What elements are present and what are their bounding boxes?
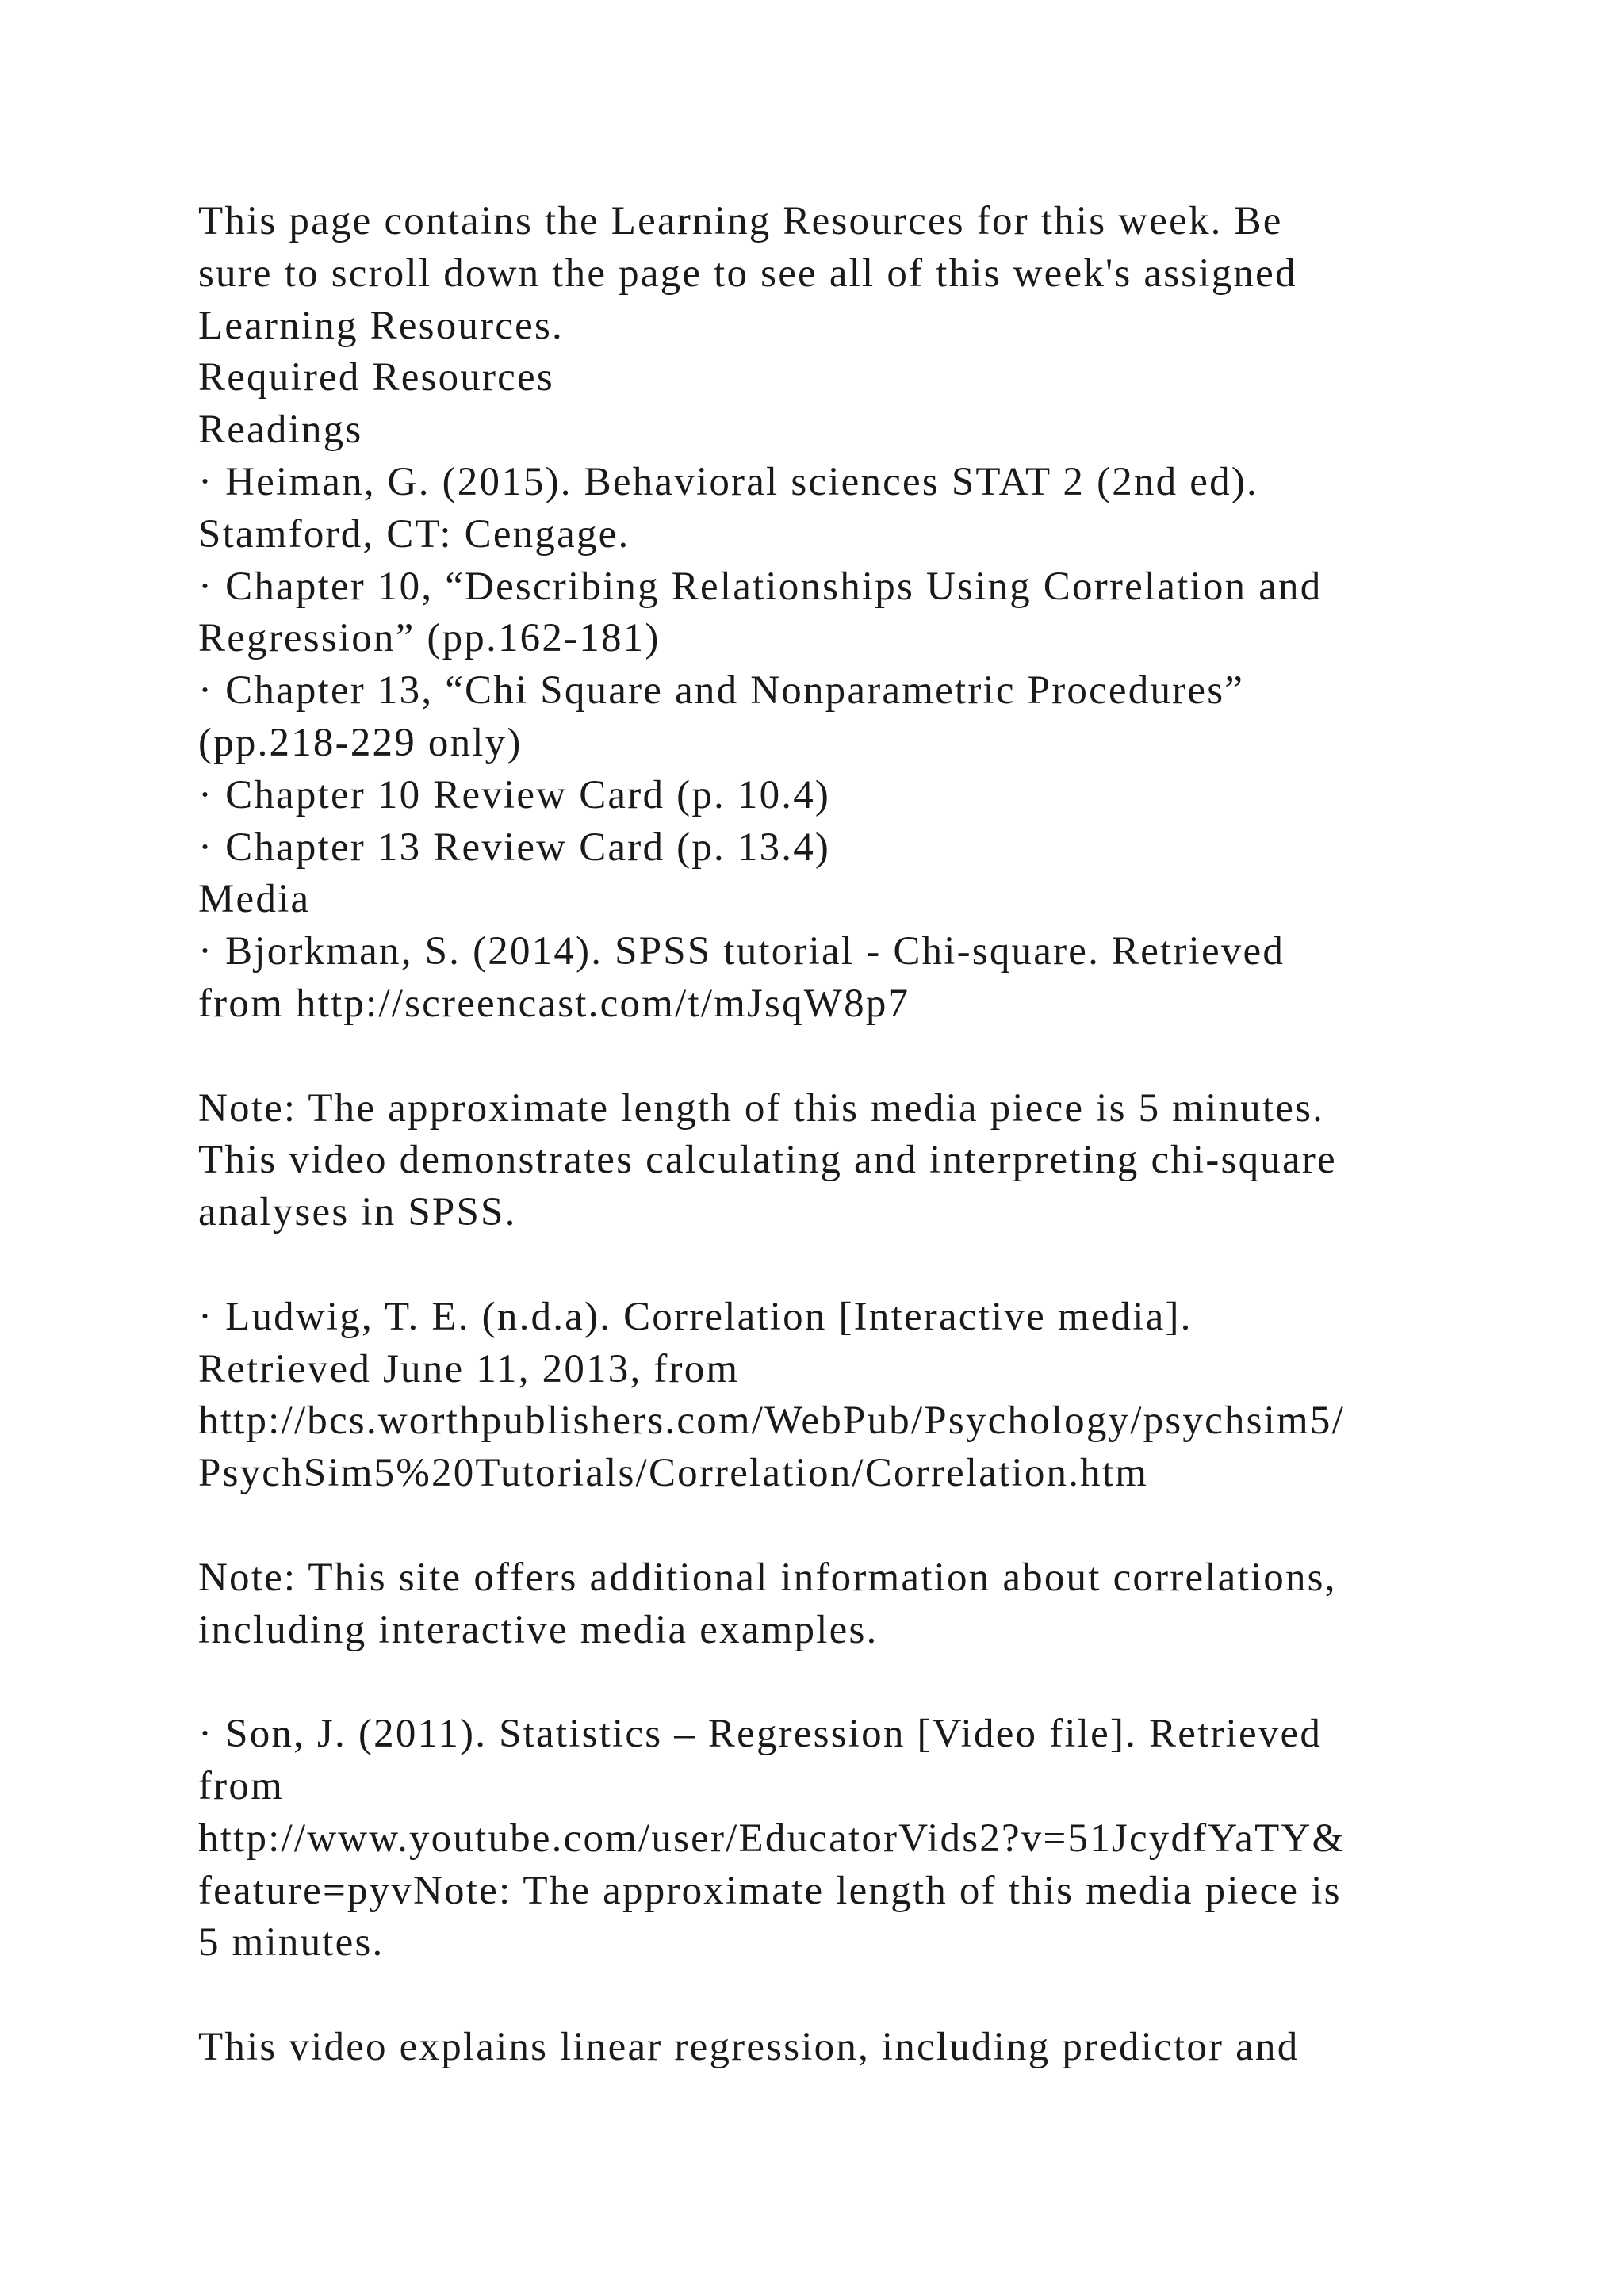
blank-line [198,1239,1515,1292]
blank-line [198,1031,1515,1083]
intro-line: Learning Resources. [198,303,564,348]
reading-item-heiman [198,457,1515,561]
media-item-son [198,1709,1515,1969]
reading-line: Stamford, CT: Cengage. [198,511,630,557]
reading-item-chapter10 [198,561,1515,666]
reading-item-chapter13 [198,665,1515,770]
blank-line [198,1969,1515,2022]
media-heading: Media [198,877,311,922]
note-line: Note: The approximate length of this media piece is 5 minutes. [198,1085,1325,1131]
reading-line: · Chapter 10, “Describing Relationships Using Correlation and [198,564,1323,609]
blank-line [198,1656,1515,1709]
media-link-line: PsychSim5%20Tutorials/Correlation/Correlation.htm [198,1451,1149,1496]
document-page [198,196,1515,2074]
media-link-line: http://bcs.worthpublishers.com/WebPub/Psychology/psychsim5/ [198,1399,1345,1444]
note-line: This video demonstrates calculating and interpreting chi-square [198,1138,1337,1183]
reading-line: · Heiman, G. (2015). Behavioral sciences STAT 2 (2nd ed). [198,459,1258,504]
reading-line: (pp.218-229 only) [198,720,523,765]
reading-item-review13: · Chapter 13 Review Card (p. 13.4) [198,825,831,870]
note-line: including interactive media examples. [198,1607,879,1652]
blank-line [198,1500,1515,1552]
media-note-son [198,2022,1515,2074]
media-line: · Ludwig, T. E. (n.d.a). Correlation [Interactive media]. [198,1294,1193,1339]
required-resources-heading: Required Resources [198,355,554,400]
media-item-bjorkman [198,926,1515,1031]
note-line: Note: This site offers additional information about correlations, [198,1555,1337,1600]
readings-heading: Readings [198,408,363,453]
media-line: from [198,1763,284,1808]
media-line: 5 minutes. [198,1920,385,1965]
reading-line: · Chapter 13, “Chi Square and Nonparametric Procedures” [198,668,1245,714]
reading-line: Regression” (pp.162-181) [198,616,661,661]
media-link-line: feature=pyvNote: The approximate length of this media piece is [198,1868,1342,1913]
media-link-line: from http://screencast.com/t/mJsqW8p7 [198,981,910,1026]
media-note-ludwig [198,1552,1515,1657]
media-item-ludwig [198,1292,1515,1500]
media-line: · Son, J. (2011). Statistics – Regression [Video file]. Retrieved [198,1712,1323,1757]
media-note-bjorkman [198,1083,1515,1239]
note-line: This video explains linear regression, including predictor and [198,2024,1300,2069]
reading-item-review10: · Chapter 10 Review Card (p. 10.4) [198,772,831,817]
note-line: analyses in SPSS. [198,1190,517,1235]
media-line: Retrieved June 11, 2013, from [198,1346,740,1391]
media-line: · Bjorkman, S. (2014). SPSS tutorial - Chi-square. Retrieved [198,929,1285,974]
intro-line: This page contains the Learning Resources for this week. Be [198,199,1283,243]
media-link-line: http://www.youtube.com/user/EducatorVids2?v=51JcydfYaTY& [198,1816,1346,1861]
intro-paragraph [198,196,1515,352]
intro-line: sure to scroll down the page to see all of this week's assigned [198,251,1297,296]
